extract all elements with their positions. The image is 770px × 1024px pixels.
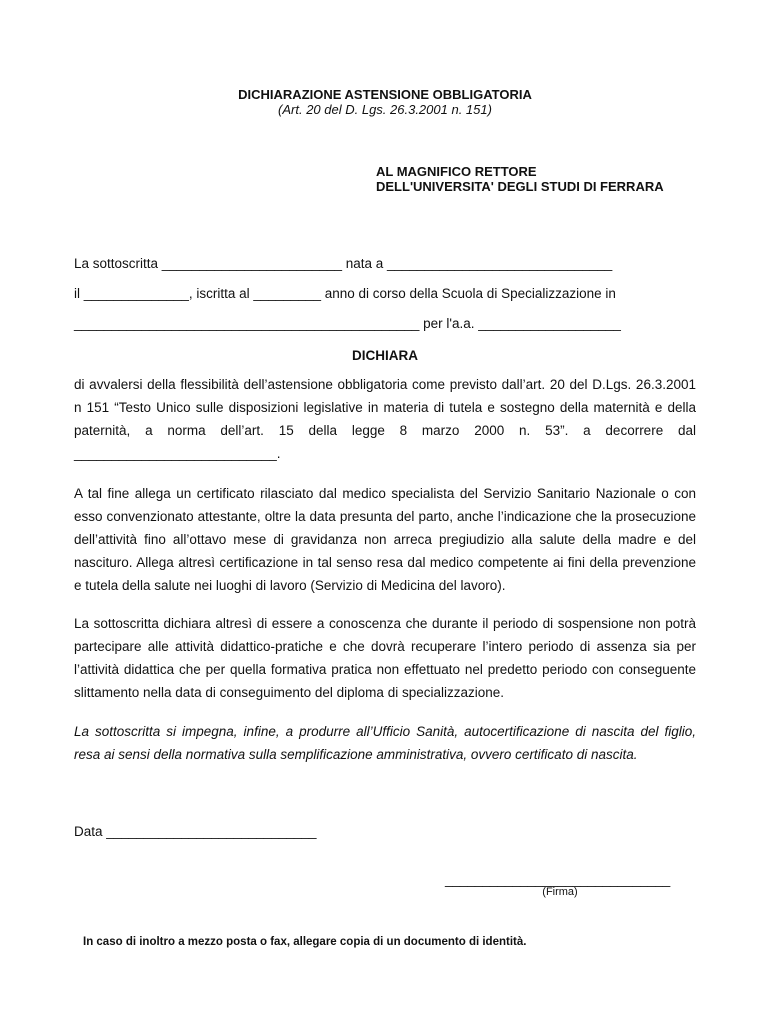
footer-note: In caso di inoltro a mezzo posta o fax, allegare copia di un documento di identità. (83, 936, 527, 948)
date-line: Data ____________________________ (74, 824, 317, 839)
paragraph-commitment: La sottoscritta si impegna, infine, a produrre all’Ufficio Sanità, autocertificazione di nascita del figlio, resa ai sensi della normativa sulla semplificazione amministrativa, ovvero certificato di nascita. (74, 724, 696, 762)
form-line-enrollment: il ______________, iscritta al _________ anno di corso della Scuola di Specializzazione in (74, 286, 616, 301)
signature-label: (Firma) (542, 886, 578, 898)
signature-line: ______________________________ (445, 872, 671, 887)
document-subtitle: (Art. 20 del D. Lgs. 26.3.2001 n. 151) (278, 102, 492, 117)
paragraph-declaration: di avvalersi della flessibilità dell’astensione obbligatoria come previsto dall’art. 20 del D.Lgs. 26.3.2001 n 151 “Testo Unico sulle disposizioni legislative in materia di tutela e sostegno della maternità e della paternità, a norma dell’art. 15 della legge 8 marzo 2000 n. 53”. a decorrere dal ___________________________. (74, 377, 696, 461)
document-title: DICHIARAZIONE ASTENSIONE OBBLIGATORIA (238, 87, 532, 102)
declares-heading: DICHIARA (352, 348, 418, 363)
addressee-line-1: AL MAGNIFICO RETTORE (376, 164, 537, 179)
paragraph-awareness: La sottoscritta dichiara altresì di essere a conoscenza che durante il periodo di sospensione non potrà partecipare alle attività didattico-pratiche e che dovrà recuperare l’intero periodo di assenza sia per l’attività didattica che per quella formativa pratica non effettuato nel predetto periodo con conseguente slittamento nella data di conseguimento del diploma di specializzazione. (74, 616, 696, 700)
form-line-school: ______________________________________________ per l'a.a. ___________________ (74, 316, 621, 331)
paragraph-certificate: A tal fine allega un certificato rilasciato dal medico specialista del Servizio Sanitario Nazionale o con esso convenzionato attestante, oltre la data presunta del parto, anche l’indicazione che la prosecuzione dell’attività fino all’ottavo mese di gravidanza non arreca pregiudizio alla salute della madre e del nascituro. Allega altresì certificazione in tal senso resa dal medico competente ai fini della prevenzione e tutela della salute nei luoghi di lavoro (Servizio di Medicina del lavoro). (74, 486, 696, 593)
addressee-line-2: DELL'UNIVERSITA' DEGLI STUDI DI FERRARA (376, 179, 664, 194)
form-line-name: La sottoscritta ________________________ nata a ______________________________ (74, 256, 613, 271)
